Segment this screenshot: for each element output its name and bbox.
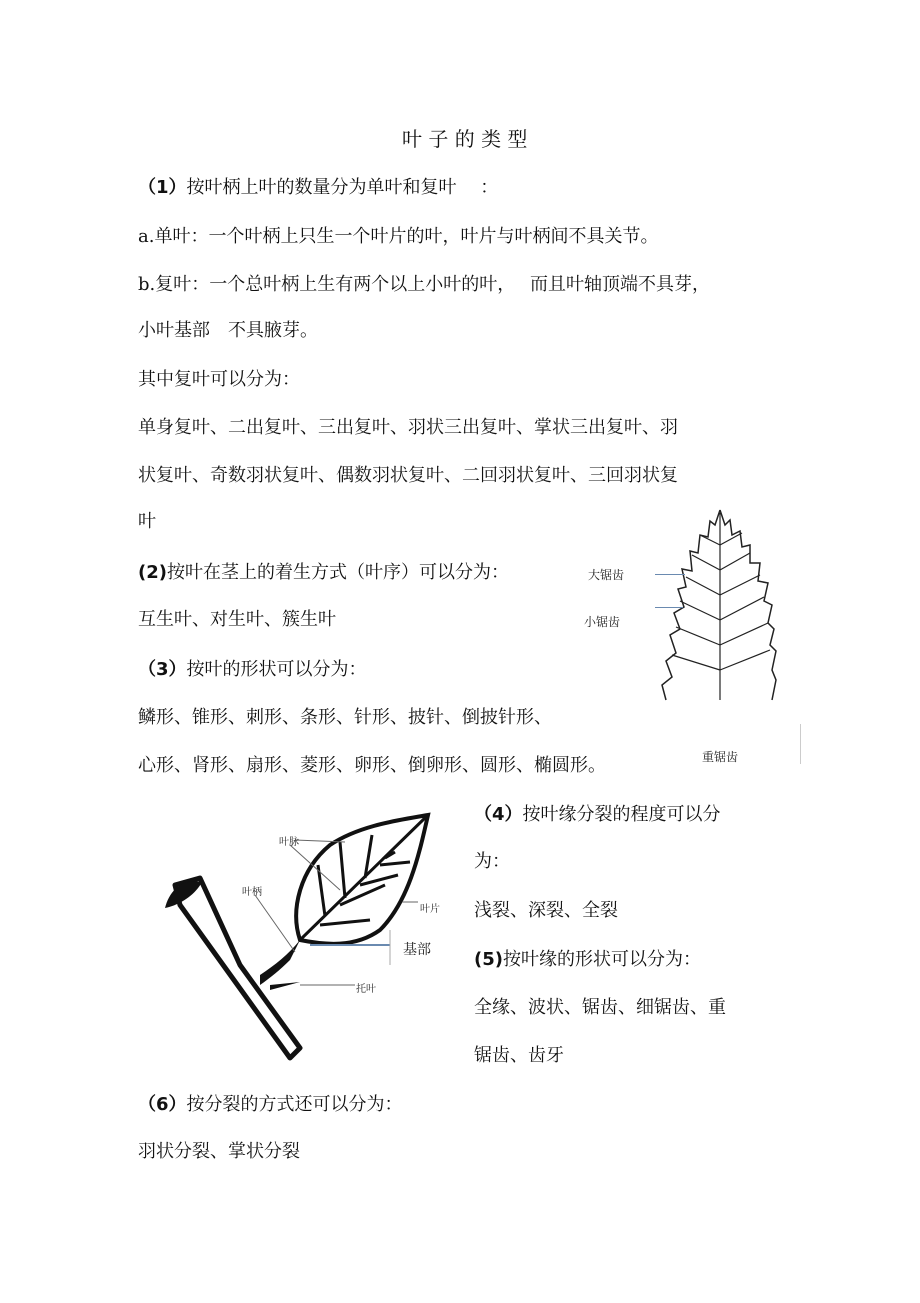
leaf-structure-figure xyxy=(140,790,460,1070)
pointer-line xyxy=(655,607,683,608)
label-blade: 叶片 xyxy=(420,904,440,915)
compound-subtypes-heading: 其中复叶可以分为： xyxy=(138,369,300,390)
compound-subtypes-line3: 叶 xyxy=(138,511,156,532)
section-4-heading-cont: 为： xyxy=(474,851,510,872)
label-stipule: 托叶 xyxy=(356,984,376,995)
section-5-list-line2: 锯齿、齿牙 xyxy=(474,1045,564,1066)
divider xyxy=(800,724,801,764)
compound-leaf-definition-cont: 小叶基部 不具腋芽。 xyxy=(138,320,318,341)
simple-leaf-definition: a.单叶：一个叶柄上只生一个叶片的叶，叶片与叶柄间不具关节。 xyxy=(138,226,659,247)
label-large-serration: 大锯齿 xyxy=(588,568,625,582)
compound-subtypes-line1: 单身复叶、二出复叶、三出复叶、羽状三出复叶、掌状三出复叶、羽 xyxy=(138,417,678,438)
section-3-list-line2: 心形、肾形、扇形、菱形、卵形、倒卵形、圆形、椭圆形。 xyxy=(138,755,606,776)
label-base: 基部 xyxy=(403,942,431,958)
section-1-heading: （1）按叶柄上叶的数量分为单叶和复叶 ： xyxy=(138,177,499,198)
serrated-leaf-figure xyxy=(650,505,790,705)
section-5-heading: (5)按叶缘的形状可以分为： xyxy=(474,949,701,970)
compound-leaf-definition: b.复叶：一个总叶柄上生有两个以上小叶的叶， 而且叶轴顶端不具芽， xyxy=(138,274,710,295)
compound-subtypes-line2: 状复叶、奇数羽状复叶、偶数羽状复叶、二回羽状复叶、三回羽状复 xyxy=(138,465,678,486)
section-2-heading: (2)按叶在茎上的着生方式（叶序）可以分为： xyxy=(138,562,509,583)
section-5-list-line1: 全缘、波状、锯齿、细锯齿、重 xyxy=(474,997,726,1018)
section-3-heading: （3）按叶的形状可以分为： xyxy=(138,659,367,680)
pointer-line xyxy=(655,574,685,575)
section-2-list: 互生叶、对生叶、簇生叶 xyxy=(138,609,336,630)
section-6-heading: （6）按分裂的方式还可以分为： xyxy=(138,1094,403,1115)
label-petiole: 叶柄 xyxy=(242,887,262,898)
section-3-list-line1: 鳞形、锥形、刺形、条形、针形、披针、倒披针形、 xyxy=(138,707,552,728)
label-small-serration: 小锯齿 xyxy=(584,615,621,629)
label-vein: 叶脉 xyxy=(279,837,299,848)
section-4-list: 浅裂、深裂、全裂 xyxy=(474,900,618,921)
page-title: 叶 子 的 类 型 xyxy=(402,127,528,151)
label-double-serration: 重锯齿 xyxy=(702,750,739,764)
section-6-list: 羽状分裂、掌状分裂 xyxy=(138,1141,300,1162)
section-4-heading: （4）按叶缘分裂的程度可以分 xyxy=(474,804,721,825)
